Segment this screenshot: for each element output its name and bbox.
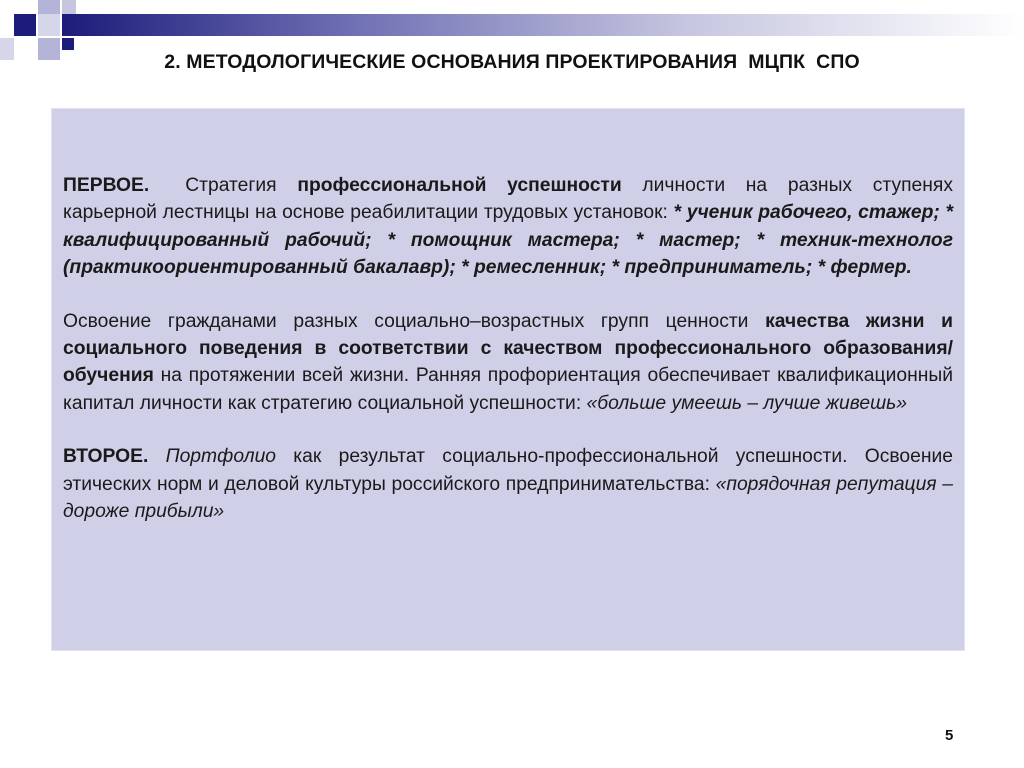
p2-italic-quote: «больше умеешь – лучше живешь» xyxy=(586,392,907,414)
page-number: 5 xyxy=(945,727,954,744)
p1-text-1: Стратегия xyxy=(185,175,298,196)
paragraph-third xyxy=(63,443,953,525)
header-gradient-bar xyxy=(62,14,1024,36)
p3-italic-quote: «порядочная репутация – дороже прибыли» xyxy=(63,473,953,523)
slide-title: 2. МЕТОДОЛОГИЧЕСКИЕ ОСНОВАНИЯ ПРОЕКТИРОВАНИЯ МЦПК СПО xyxy=(164,51,860,73)
paragraph-first xyxy=(63,172,953,282)
p2-text-1: Освоение гражданами разных социально–возрастных групп ценности xyxy=(63,310,766,332)
paragraph-second xyxy=(63,308,953,418)
p1-italic-list: * ученик рабочего, стажер; * квалифицированный рабочий; * помощник мастера; * мастер; * техник-технолог (практикоориентированный бакалавр); * ремесленник; * предприниматель; * фермер. xyxy=(63,202,953,279)
p1-text-2: личности на разных ступенях карьерной лестницы на основе реабилитации трудовых установок: xyxy=(63,175,953,224)
p2-text-2: на протяжении всей жизни. Ранняя профориентация обеспечивает квалификационный капитал личности как стратегию социальной успешности: xyxy=(63,365,953,414)
second-lead: ВТОРОЕ. xyxy=(63,446,149,468)
p3-text-1: как результат социально-профессиональной успешности. Освоение этических норм и деловой культуры российского предпринимательства: xyxy=(63,446,953,495)
p2-bold-1: качества жизни и социального поведения в соответствии с качеством профессионального образования/обучения xyxy=(63,310,954,387)
p1-bold-1: профессиональной успешности xyxy=(297,175,622,196)
first-lead: ПЕРВОЕ. xyxy=(63,175,150,196)
content-text xyxy=(63,172,953,551)
p3-italic-portfolio: Портфолио xyxy=(165,446,277,468)
